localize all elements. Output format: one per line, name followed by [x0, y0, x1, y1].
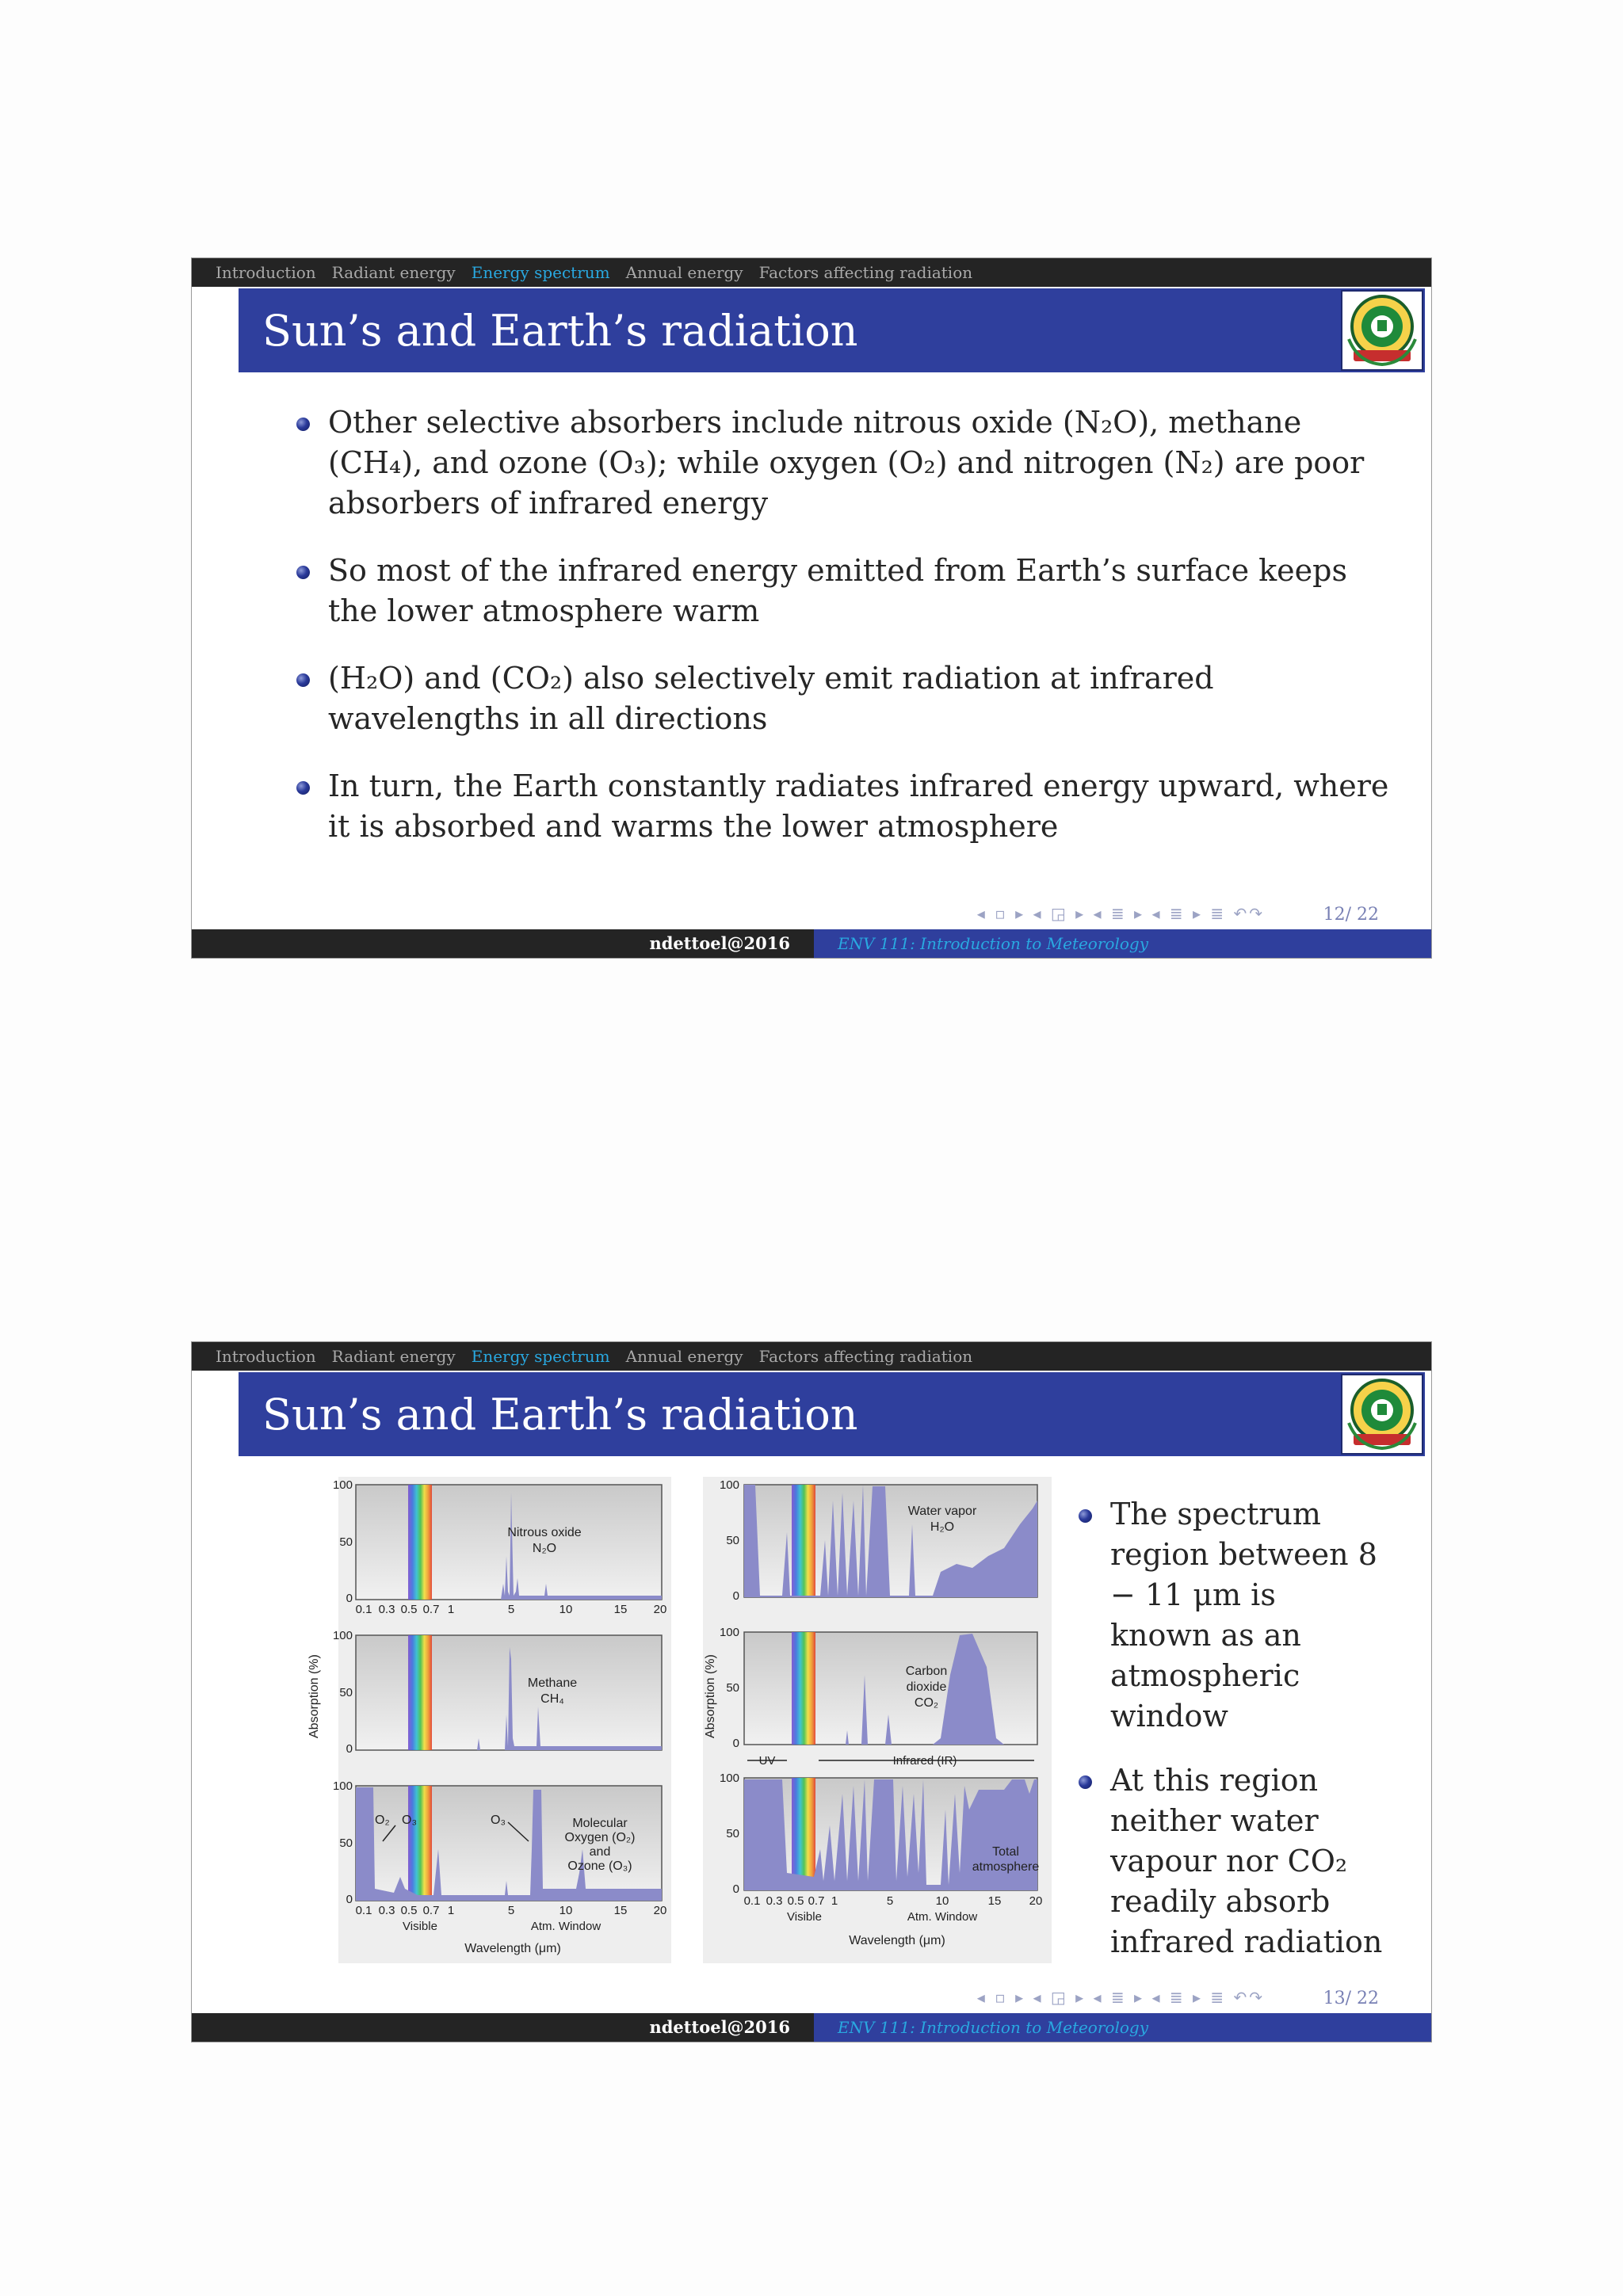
panel-label: atmosphere [972, 1860, 1040, 1874]
footer [192, 2013, 1431, 2042]
svg-text:1: 1 [831, 1894, 838, 1908]
bullet-item: (H₂O) and (CO₂) also selectively emit radiation at infrared wavelengths in all directions [295, 658, 1396, 739]
y-tick: 100 [719, 1772, 739, 1785]
y-tick: 0 [732, 1589, 739, 1603]
svg-text:0.5: 0.5 [400, 1904, 418, 1917]
x-ticks [744, 1894, 1043, 1908]
section-nav [192, 258, 1431, 287]
panel-label: N₂O [532, 1542, 557, 1555]
svg-text:15: 15 [613, 1603, 628, 1616]
visible-label: Visible [403, 1920, 437, 1933]
svg-text:0.1: 0.1 [355, 1904, 372, 1917]
panel-carbon-dioxide [720, 1626, 1037, 1750]
y-tick: 0 [346, 1893, 353, 1906]
absorption-spectra-figure [307, 1477, 1052, 1992]
y-tick: 100 [332, 1779, 353, 1793]
bullet-item: Other selective absorbers include nitrous oxide (N₂O), methane (CH₄), and ozone (O₃); while oxygen (O₂) and nitrogen (N₂) are poor absorbers of infrared energy [295, 402, 1396, 524]
panel-methane [333, 1629, 662, 1756]
svg-text:5: 5 [507, 1603, 515, 1616]
title-bar [239, 1372, 1425, 1456]
svg-text:0.3: 0.3 [378, 1603, 395, 1616]
svg-text:0.7: 0.7 [422, 1904, 440, 1917]
bullet-icon [1079, 1775, 1092, 1789]
beamer-navigation-icons[interactable]: ◂ ▫ ▸ ◂ ◲ ▸ ◂ ≣ ▸ ◂ ≣ ▸ ≣ ↶↷ [976, 904, 1265, 923]
svg-text:5: 5 [886, 1894, 894, 1908]
panel-label: CO₂ [914, 1696, 939, 1710]
panel-label: Carbon [905, 1665, 948, 1678]
nav-energy-spectrum[interactable]: Energy spectrum [471, 1347, 610, 1366]
panel-label: Molecular [572, 1817, 628, 1830]
page-number: 13/ 22 [1323, 1989, 1379, 2008]
university-logo [1341, 290, 1423, 371]
bullet-icon [1079, 1509, 1092, 1523]
bullet-list [1077, 1494, 1386, 1986]
visible-label: Visible [787, 1910, 822, 1924]
panel-label: and [589, 1845, 611, 1859]
bullet-icon [296, 673, 310, 687]
svg-text:0.5: 0.5 [787, 1894, 804, 1908]
molecule-mark: O₃ [402, 1814, 417, 1827]
y-tick: 100 [332, 1478, 353, 1492]
svg-text:0.1: 0.1 [355, 1603, 372, 1616]
footer-course: ENV 111: Introduction to Meteorology [814, 929, 1431, 958]
panel-label: Nitrous oxide [507, 1526, 582, 1539]
svg-text:10: 10 [559, 1603, 573, 1616]
svg-text:10: 10 [559, 1904, 573, 1917]
y-tick: 50 [339, 1535, 353, 1549]
panel-label: dioxide [906, 1680, 947, 1694]
svg-text:15: 15 [987, 1894, 1002, 1908]
x-ticks [356, 1904, 667, 1917]
panel-label: Methane [527, 1676, 578, 1690]
nav-energy-spectrum[interactable]: Energy spectrum [471, 263, 610, 282]
y-tick: 0 [346, 1592, 353, 1605]
svg-text:0.5: 0.5 [400, 1603, 418, 1616]
svg-text:20: 20 [1029, 1894, 1043, 1908]
footer [192, 929, 1431, 958]
panel-label: Total [992, 1845, 1019, 1859]
y-tick: 50 [726, 1827, 739, 1840]
atm-window-label: Atm. Window [530, 1920, 601, 1933]
y-tick: 100 [332, 1629, 353, 1642]
nav-radiant-energy[interactable]: Radiant energy [331, 263, 456, 282]
x-ticks [356, 1603, 667, 1616]
svg-text:0.1: 0.1 [743, 1894, 761, 1908]
footer-author: ndettoel@2016 [649, 2017, 790, 2037]
svg-text:5: 5 [507, 1904, 515, 1917]
y-tick: 100 [719, 1478, 739, 1492]
nav-introduction[interactable]: Introduction [216, 263, 316, 282]
bullet-list [295, 402, 1396, 874]
svg-text:20: 20 [653, 1603, 667, 1616]
slide-title: Sun’s and Earth’s radiation [262, 306, 858, 356]
molecule-mark: O₂ [375, 1814, 390, 1827]
svg-text:15: 15 [613, 1904, 628, 1917]
university-logo [1341, 1374, 1423, 1455]
atm-window-label: Atm. Window [907, 1910, 978, 1924]
y-tick: 50 [726, 1681, 739, 1695]
y-tick: 50 [339, 1686, 353, 1699]
beamer-navigation-icons[interactable]: ◂ ▫ ▸ ◂ ◲ ▸ ◂ ≣ ▸ ◂ ≣ ▸ ≣ ↶↷ [976, 1988, 1265, 2007]
panel-label: Water vapor [907, 1505, 977, 1518]
uv-label: UV [758, 1754, 776, 1768]
x-axis-title: Wavelength (μm) [849, 1934, 945, 1947]
svg-text:20: 20 [653, 1904, 667, 1917]
title-bar [239, 288, 1425, 372]
panel-label: Oxygen (O₂) [564, 1831, 636, 1844]
nav-annual-energy[interactable]: Annual energy [625, 263, 743, 282]
y-axis-title-right: Absorption (%) [704, 1654, 717, 1738]
nav-factors-affecting-radiation[interactable]: Factors affecting radiation [758, 1347, 973, 1366]
footer-author: ndettoel@2016 [649, 933, 790, 953]
y-tick: 0 [346, 1742, 353, 1756]
bullet-item: In turn, the Earth constantly radiates infrared energy upward, where it is absorbed and warms the lower atmosphere [295, 766, 1396, 847]
nav-radiant-energy[interactable]: Radiant energy [331, 1347, 456, 1366]
bullet-item: So most of the infrared energy emitted from Earth’s surface keeps the lower atmosphere warm [295, 551, 1396, 631]
svg-text:10: 10 [935, 1894, 949, 1908]
nav-introduction[interactable]: Introduction [216, 1347, 316, 1366]
section-nav [192, 1342, 1431, 1371]
nav-annual-energy[interactable]: Annual energy [625, 1347, 743, 1366]
y-tick: 0 [732, 1882, 739, 1896]
panel-label: H₂O [930, 1520, 955, 1534]
panel-water-vapor [720, 1478, 1037, 1603]
bullet-item: At this region neither water vapour nor CO₂ readily absorb infrared radiation [1077, 1760, 1386, 1962]
bullet-icon [296, 781, 310, 795]
svg-text:1: 1 [447, 1603, 455, 1616]
slide-title: Sun’s and Earth’s radiation [262, 1390, 858, 1440]
slide-12 [191, 257, 1432, 959]
svg-text:0.3: 0.3 [378, 1904, 395, 1917]
bullet-icon [296, 418, 310, 431]
nav-factors-affecting-radiation[interactable]: Factors affecting radiation [758, 263, 973, 282]
panel-nitrous-oxide [333, 1478, 666, 1616]
svg-text:0.7: 0.7 [422, 1603, 440, 1616]
svg-text:0.3: 0.3 [766, 1894, 783, 1908]
footer-course: ENV 111: Introduction to Meteorology [814, 2013, 1431, 2042]
panel-label: CH₄ [540, 1692, 564, 1706]
svg-text:0.7: 0.7 [808, 1894, 825, 1908]
panel-label: Ozone (O₃) [567, 1859, 632, 1873]
y-tick: 0 [732, 1737, 739, 1750]
y-tick: 50 [726, 1534, 739, 1547]
bullet-icon [296, 566, 310, 579]
bullet-item: The spectrum region between 8 − 11 μm is known as an atmospheric window [1077, 1494, 1386, 1737]
svg-text:1: 1 [447, 1904, 455, 1917]
page-number: 12/ 22 [1323, 905, 1379, 925]
slide-13 [191, 1341, 1432, 2042]
y-tick: 100 [719, 1626, 739, 1639]
y-axis-title-left: Absorption (%) [307, 1654, 321, 1738]
y-tick: 50 [339, 1836, 353, 1850]
x-axis-title: Wavelength (μm) [464, 1942, 561, 1955]
molecule-mark: O₃ [491, 1814, 506, 1827]
ir-label: Infrared (IR) [892, 1754, 957, 1768]
